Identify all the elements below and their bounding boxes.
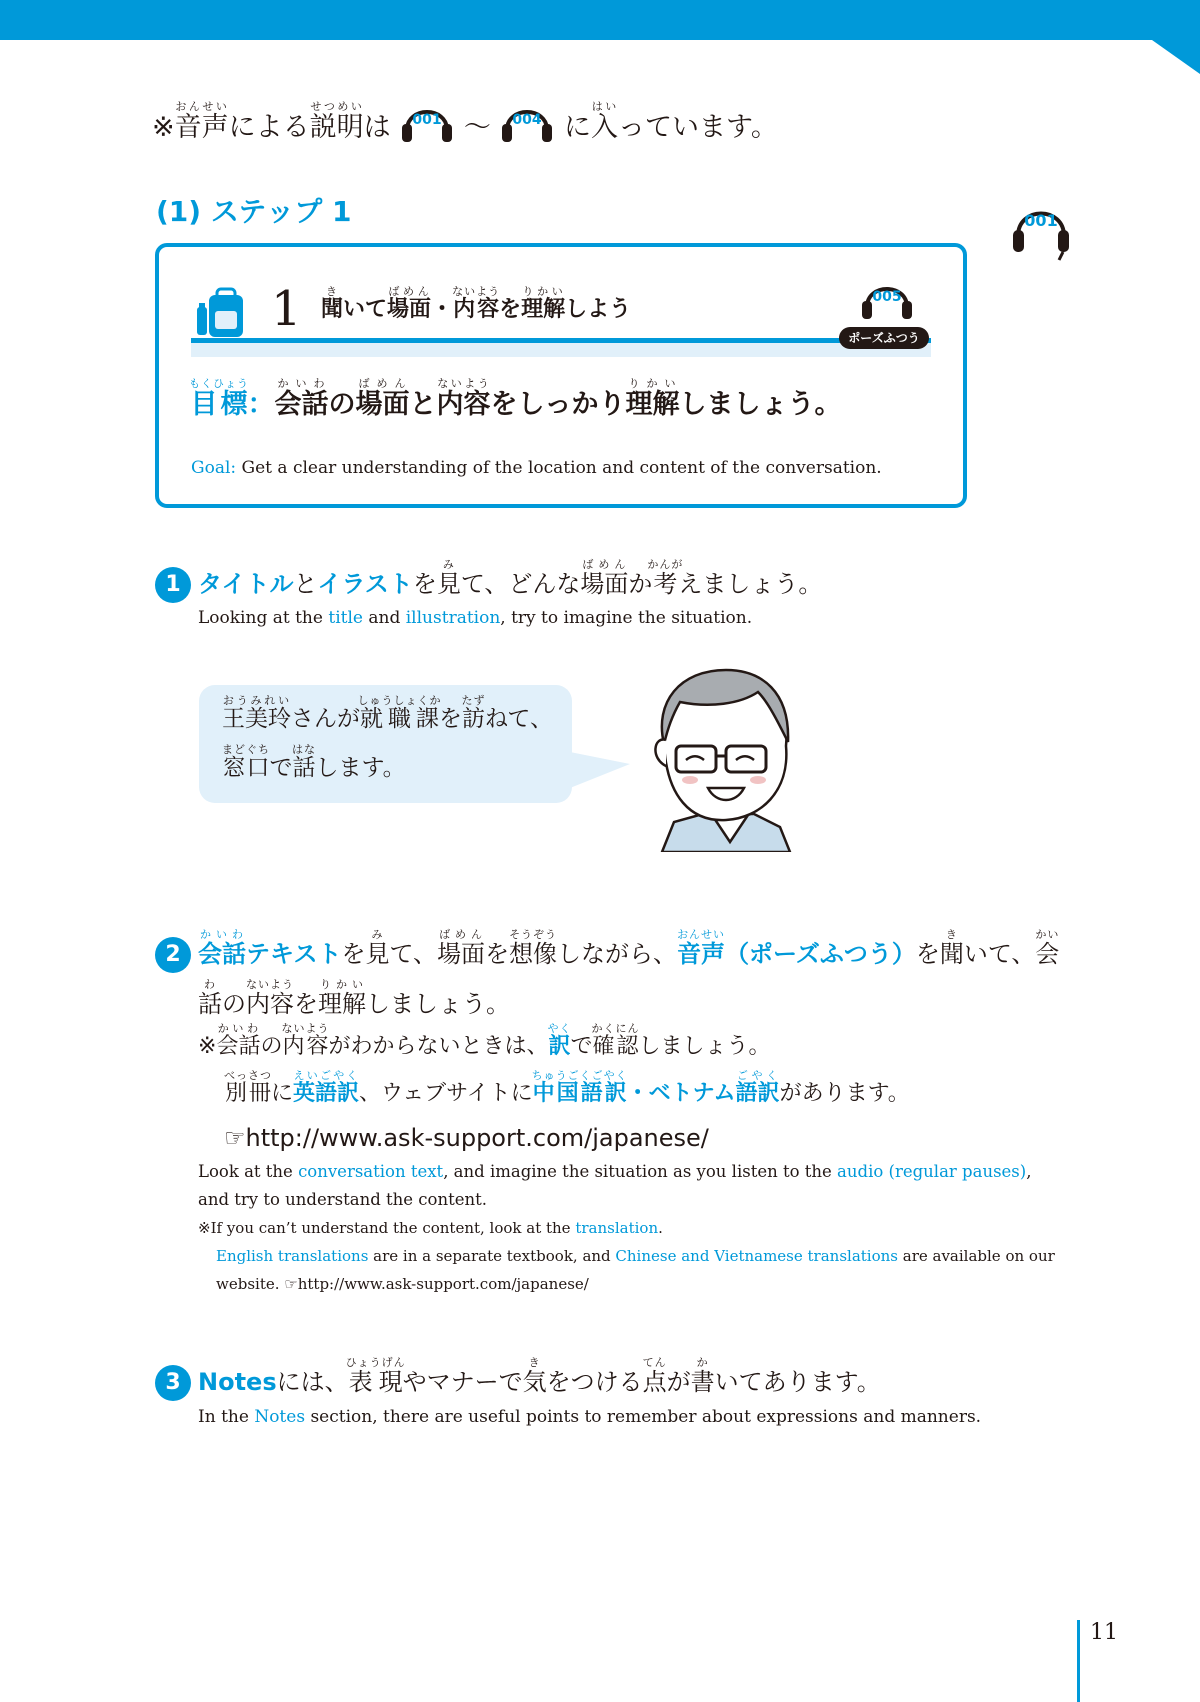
english-line [198,1270,1108,1298]
ruby-base: 聞 [321,297,344,322]
text-fragment: ※If you can’t understand the content, look at the [198,1219,576,1237]
text-fragment: しよう [565,297,632,322]
text-fragment: に [271,1081,294,1106]
text-fragment: と [293,570,318,598]
text-fragment: しましょう。 [679,389,842,420]
text-fragment: えましょう。 [678,570,823,598]
ruby-kaiwa [216,1022,261,1059]
page-number: 11 [1090,1620,1118,1645]
text-fragment: やマナーで [402,1368,523,1396]
text-fragment: conversation text [298,1162,444,1181]
text-fragment: の [222,990,246,1018]
ruby-name [222,694,291,732]
text-fragment: title [328,608,363,628]
ruby-base: 見 [436,570,461,598]
ruby-onsei [677,928,726,968]
text-fragment: . [658,1219,663,1237]
ruby-reading: ばめん [580,558,629,571]
ruby-kakunin [591,1022,640,1059]
headphones-icon[interactable] [859,273,915,323]
step3-instruction [198,1356,881,1406]
ruby-reading: み [365,928,390,941]
ruby-base: 書 [690,1368,715,1396]
ruby-mi [365,928,390,968]
ruby-reading: ひょうげん [345,1356,406,1369]
ruby-ka [690,1356,715,1396]
text-fragment: があります。 [779,1081,910,1106]
ruby-hyougen [345,1356,406,1396]
ruby-shushokuka [357,694,442,732]
text-fragment: English translations [216,1247,369,1265]
goal-line [189,377,842,430]
text-fragment: Get a clear understanding of the location and content of the conversation. [241,458,882,478]
ruby-reading: そうぞう [509,928,558,941]
ruby-reading: はな [292,743,316,756]
text-fragment: translation [575,1219,659,1237]
text-fragment: いてあります。 [714,1368,881,1396]
text-fragment: て、 [389,940,438,968]
ruby-setsumei [309,100,364,143]
text-fragment: Notes [198,1368,277,1396]
ruby-base: 内容 [452,297,501,322]
text-fragment: で [269,755,293,781]
text-fragment: を [499,297,522,322]
ruby-base: 場面 [437,940,486,968]
text-fragment: には、 [276,1368,349,1396]
ruby-base: 内容 [246,990,294,1018]
ruby-reading: かいわ [274,377,329,390]
text-fragment: ・ベトナム [626,1081,736,1106]
ruby-base: 理解 [625,389,680,420]
reference-mark: ※ [152,112,175,143]
text-fragment: website. [216,1275,280,1293]
text-fragment: In the [198,1407,255,1427]
ruby-reading: まどぐち [222,743,270,756]
ruby-bamen [387,285,432,322]
pointing-hand-icon: ☞ [224,1124,246,1152]
ruby-reading: えいごやく [293,1069,360,1082]
ruby-base: 音声 [174,112,229,143]
ruby-reading: ないよう [281,1022,330,1035]
ruby-base: 点 [642,1368,667,1396]
text-fragment: と [409,389,437,420]
ruby-reading: てん [642,1356,667,1369]
ruby-base: 会話 [198,940,246,968]
ruby-bamen [437,928,486,968]
ruby-reading: はい [591,100,618,113]
step2-note [198,1022,910,1160]
ruby-reading: ないよう [452,285,501,298]
ruby-base: 理解 [521,297,566,322]
text-fragment: ・ [431,297,454,322]
bubble-line [222,743,553,792]
track-number: 004 [512,112,543,128]
text-fragment: 、ウェブサイトに [359,1081,533,1106]
ruby-base: 表現 [345,1368,406,1396]
bubble-line [222,694,553,743]
text-fragment: て、どんな [460,570,581,598]
ruby-base: 話 [198,990,222,1018]
text-fragment: しましょう。 [638,1034,771,1059]
ruby-base: 場面 [580,570,629,598]
ruby-reading: もくひょう [189,377,249,390]
text-fragment: か [628,570,653,598]
ruby-hai [591,100,618,143]
text-fragment: and try to understand the content. [198,1190,487,1209]
text-fragment: section, there are useful points to remember about expressions and manners. [305,1407,982,1427]
ruby-reading: かいわ [216,1022,261,1035]
lesson-number: 1 [271,281,302,337]
ruby-mi [436,558,461,598]
ruby-reading: ちゅうごくごやく [531,1069,628,1082]
headphones-icon[interactable] [1010,196,1072,262]
ruby-base: 聞 [939,940,964,968]
ruby-reading: りかい [521,285,566,298]
ruby-reading: かい [1035,928,1060,941]
ruby-kanga [647,558,684,598]
ruby-bessatsu [224,1069,272,1106]
ruby-rikai [521,285,566,322]
english-line [198,1242,1108,1270]
ruby-base: 想像 [509,940,558,968]
text-fragment: を [294,990,318,1018]
top-banner-tail [1152,40,1200,74]
text-fragment: します。 [315,755,406,781]
text-fragment: をしっかり [490,389,626,420]
text-fragment: をつける [546,1368,643,1396]
backpack-icon [193,285,247,339]
page-number-rule [1077,1620,1080,1702]
step3-english [198,1407,981,1427]
ruby-reading: か [690,1356,715,1369]
text-fragment: テキスト [246,940,342,968]
ruby-tazu [461,694,486,732]
ruby-base: 訪 [461,706,486,732]
ruby-ki [321,285,344,322]
english-line [198,1186,1108,1214]
ruby-rikai [625,377,680,420]
ruby-base: 見 [365,940,390,968]
text-fragment: are in a separate textbook, and [368,1247,616,1265]
text-fragment: を [341,940,366,968]
text-fragment: いて、 [963,940,1036,968]
ruby-reading: りかい [625,377,680,390]
ruby-reading: ごやく [735,1069,780,1082]
step-number-badge: 2 [155,937,191,973]
audio-intro-line [152,96,778,153]
text-fragment: っています。 [618,112,778,143]
instruction-line [198,978,1108,1028]
ruby-reading: み [436,558,461,571]
text-fragment: Look at the [198,1162,299,1181]
website-link[interactable]: ☞http://www.ask-support.com/japanese/ [284,1275,589,1293]
top-banner [0,0,1200,40]
pause-badge: ポーズふつう [839,327,929,349]
ruby-eigoyaku [293,1069,360,1106]
track-number: 001 [412,112,442,128]
ruby-reading: わ [198,978,222,991]
ruby-reading: き [321,285,343,298]
goal-box [155,243,967,508]
text-fragment: イラスト [317,570,413,598]
ruby-base: 窓口 [222,755,270,781]
ruby-base: 目標 [189,389,249,420]
ruby-reading: ばめん [437,928,486,941]
ruby-kaiwa [274,377,329,420]
instruction-line [198,928,1108,978]
ruby-bamen [355,377,410,420]
ruby-reading: ばめん [355,377,410,390]
ruby-reading: ないよう [246,978,294,991]
ruby-goyaku [735,1069,780,1106]
track-number: 005 [872,289,902,305]
ruby-bamen [580,558,629,598]
note-line [198,1022,910,1069]
step1-english [198,608,752,628]
text-fragment: are available on our [897,1247,1055,1265]
text-fragment: による [228,112,310,143]
text-fragment: の [328,389,356,420]
ruby-reading: べっさつ [224,1069,272,1082]
text-fragment: さんが [291,706,360,732]
goal-label [189,377,249,420]
text-fragment: いて [343,297,388,322]
english-line [198,1214,1108,1242]
text-fragment: ： [247,389,275,420]
text-fragment: の [260,1034,283,1059]
ruby-base: 音声 [677,940,726,968]
ruby-reading: かんが [647,558,684,571]
goal-english-label: Goal: [191,458,237,478]
ruby-base: 王美玲 [222,706,291,732]
text-fragment: を [485,940,510,968]
ruby-base: 英語訳 [293,1081,360,1106]
ruby-base: 理解 [318,990,366,1018]
teacher-illustration [640,662,800,852]
ruby-naiyou [246,978,294,1018]
ruby-base: 就職課 [357,706,442,732]
ruby-wa [198,978,222,1018]
ruby-reading: りかい [318,978,366,991]
ruby-base: 説明 [309,112,364,143]
ruby-base: 語訳 [735,1081,780,1106]
ruby-reading: き [522,1356,547,1369]
text-fragment: Notes [254,1407,306,1427]
ruby-yaku [547,1022,572,1059]
text-fragment: で [570,1034,593,1059]
text-fragment: （ポーズふつう） [725,940,916,968]
ruby-base: 考 [647,570,684,598]
ruby-chugokugoyaku [531,1069,628,1106]
ruby-ki [522,1356,547,1396]
ruby-kai [1035,928,1060,968]
ruby-reading: しゅうしょくか [357,694,442,707]
ruby-naiyou [436,377,491,420]
text-fragment: しながら、 [557,940,678,968]
text-fragment: , [1026,1162,1032,1181]
text-fragment: を [412,570,437,598]
text-fragment: タイトル [198,570,294,598]
text-fragment: は [363,112,391,143]
ruby-base: 気 [522,1368,547,1396]
ruby-reading: ばめん [387,285,432,298]
step1-instruction [198,558,822,608]
ruby-naiyou [281,1022,330,1059]
ruby-reading: おんせい [677,928,726,941]
text-fragment: Chinese and Vietnamese translations [615,1247,898,1265]
ruby-reading: かいわ [198,928,246,941]
ruby-base: 入 [591,112,618,143]
ruby-souzou [509,928,558,968]
step-number-badge: 3 [155,1365,191,1401]
ruby-onsei [174,100,229,143]
step-number-badge: 1 [155,567,191,603]
ruby-naiyou [452,285,501,322]
ruby-reading: たず [461,694,486,707]
ruby-base: 会話 [274,389,329,420]
ruby-ki [939,928,964,968]
text-fragment: Looking at the [198,608,329,628]
text-fragment: に [564,112,591,143]
note-line [198,1069,910,1116]
text-fragment: がわからないときは、 [328,1034,549,1059]
ruby-reading: き [939,928,964,941]
ruby-base: 場面 [387,297,432,322]
text-fragment: illustration [405,608,501,628]
text-fragment: audio (regular pauses) [837,1162,1027,1181]
text-fragment: 〜 [463,112,491,143]
ruby-reading: やく [547,1022,572,1035]
speech-bubble-text [222,694,553,792]
ruby-base: 確認 [591,1034,640,1059]
text-fragment: and [362,608,406,628]
ruby-reading: おうみれい [222,694,291,707]
ruby-reading: ないよう [436,377,491,390]
ruby-hana [292,743,316,781]
ruby-base: 中国語訳 [531,1081,628,1106]
text-fragment: ねて、 [485,706,553,732]
ruby-reading: おんせい [174,100,229,113]
english-line [198,1158,1108,1186]
ruby-base: 別冊 [224,1081,272,1106]
speech-bubble-tail [570,752,630,788]
ruby-rikai [318,978,366,1018]
ruby-madoguchi [222,743,270,781]
ruby-base: 内容 [436,389,491,420]
ruby-ten [642,1356,667,1396]
headphones-icon[interactable] [399,96,455,146]
headphones-icon[interactable] [499,96,555,146]
text-fragment: しましょう。 [366,990,510,1018]
step2-english [198,1158,1108,1298]
track-number: 001 [1024,211,1058,230]
reference-mark: ※ [198,1034,217,1059]
goal-english [191,458,882,478]
text-fragment: を [439,706,462,732]
ruby-base: 話 [292,755,316,781]
step2-instruction [198,928,1108,1028]
url-line[interactable] [198,1116,910,1160]
website-link[interactable]: http://www.ask-support.com/japanese/ [245,1124,709,1152]
ruby-base: 場面 [355,389,410,420]
text-fragment: , try to imagine the situation. [500,608,753,628]
text-fragment: が [666,1368,691,1396]
ruby-base: 会 [1035,940,1060,968]
ruby-reading: かくにん [591,1022,640,1035]
title-underline-shade [191,343,931,357]
section-title: (1) ステップ 1 [156,195,352,228]
lesson-title [321,285,631,333]
ruby-base: 会話 [216,1034,261,1059]
text-fragment: を [915,940,940,968]
ruby-base: 内容 [281,1034,330,1059]
ruby-base: 訳 [547,1034,572,1059]
ruby-kaiwa [198,928,246,968]
ruby-reading: せつめい [309,100,364,113]
text-fragment: , and imagine the situation as you listen to the [443,1162,838,1181]
